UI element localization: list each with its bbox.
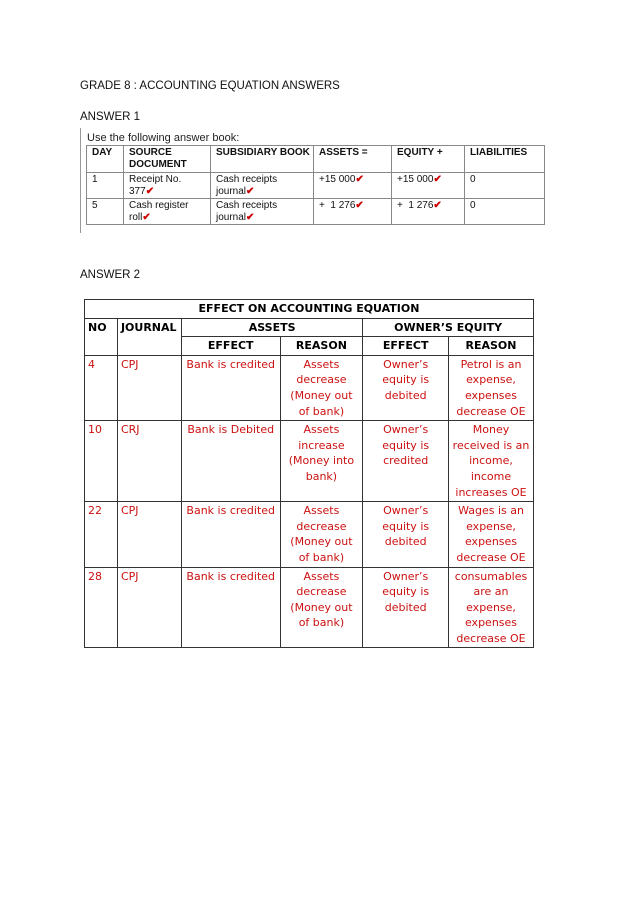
asset-reason-cell-line: Assets — [303, 423, 340, 437]
equity-effect-cell — [363, 502, 449, 567]
day-cell: 1 — [87, 173, 124, 199]
equity-value: +15 000 — [397, 174, 434, 185]
subsidiary-book-cell — [211, 173, 314, 199]
equity-effect-cell — [363, 421, 449, 502]
answer-1-block — [80, 128, 548, 233]
journal-cell: CRJ — [117, 421, 181, 502]
page-title: GRADE 8 : ACCOUNTING EQUATION ANSWERS — [80, 80, 340, 92]
equity-reason-cell-line: decrease OE — [456, 404, 526, 418]
asset-reason-cell-line: (Money out — [290, 600, 353, 614]
asset-reason-cell-line: decrease — [296, 519, 347, 533]
equity-effect-cell-line: Owner’s — [383, 569, 429, 583]
table-body — [85, 355, 534, 648]
equity-reason-cell-line: Wages is an — [458, 504, 524, 518]
header-day: DAY — [87, 146, 124, 173]
asset-reason-cell-line: (Money out — [290, 535, 353, 549]
equity-effect-cell-line: Owner’s — [383, 357, 429, 371]
asset-reason-cell-line: bank) — [305, 469, 338, 483]
equity-reason-cell-line: expenses — [464, 535, 518, 549]
check-mark-icon: ✔ — [433, 174, 442, 185]
assets-cell — [314, 173, 392, 199]
table-row — [87, 173, 545, 199]
check-mark-icon: ✔ — [355, 200, 364, 211]
no-cell: 28 — [85, 567, 118, 648]
asset-reason-cell-line: of bank) — [298, 616, 345, 630]
asset-effect-cell: Bank is Debited — [181, 421, 280, 502]
source-line: 377 — [129, 186, 146, 197]
asset-reason-cell-line: Assets — [303, 357, 340, 371]
no-cell: 4 — [85, 355, 118, 420]
no-cell: 10 — [85, 421, 118, 502]
equity-effect-cell-line: debited — [384, 535, 427, 549]
journal-cell: CPJ — [117, 502, 181, 567]
asset-reason-cell-line: increase — [298, 438, 345, 452]
accounting-equation-table — [84, 299, 534, 648]
check-mark-icon: ✔ — [246, 212, 255, 223]
table-title-row — [85, 300, 534, 319]
equity-effect-cell-line: debited — [384, 600, 427, 614]
asset-reason-cell-line: of bank) — [298, 404, 345, 418]
asset-effect-cell: Bank is credited — [181, 567, 280, 648]
source-line: roll — [129, 212, 143, 223]
equity-reason-cell — [449, 567, 534, 648]
assets-value: + 1 276 — [319, 200, 356, 211]
liabilities-cell: 0 — [465, 199, 545, 225]
day-cell: 5 — [87, 199, 124, 225]
margin-bar — [80, 128, 81, 233]
asset-reason-cell — [280, 355, 363, 420]
answer-book-intro: Use the following answer book: — [87, 132, 240, 144]
header-equity-group: OWNER’S EQUITY — [363, 318, 534, 337]
source-document-cell — [124, 199, 211, 225]
asset-reason-cell-line: (Money into — [288, 454, 355, 468]
table-row — [85, 355, 534, 420]
table-row — [85, 502, 534, 567]
check-mark-icon: ✔ — [355, 174, 364, 185]
equity-effect-cell-line: equity is — [382, 519, 430, 533]
equity-reason-cell-line: expense, — [466, 519, 516, 533]
asset-reason-cell-line: Assets — [303, 504, 340, 518]
asset-reason-cell — [280, 567, 363, 648]
check-mark-icon: ✔ — [246, 186, 255, 197]
check-mark-icon: ✔ — [142, 212, 151, 223]
answer-2-heading: ANSWER 2 — [80, 269, 141, 281]
asset-reason-cell — [280, 421, 363, 502]
equity-reason-cell-line: decrease OE — [456, 550, 526, 564]
answer-book-table — [86, 145, 545, 225]
source-line: Receipt No. — [129, 174, 182, 185]
header-no: NO — [85, 318, 118, 355]
check-mark-icon: ✔ — [145, 186, 155, 197]
asset-reason-cell-line: Assets — [303, 569, 340, 583]
equity-reason-cell-line: received is an — [452, 438, 530, 452]
header-equity-effect: EFFECT — [363, 337, 449, 356]
book-line: Cash receipts — [216, 174, 278, 185]
table-row — [85, 421, 534, 502]
header-source-document: SOURCE DOCUMENT — [124, 146, 211, 173]
equity-effect-cell-line: equity is — [382, 585, 430, 599]
table-header-row — [87, 146, 545, 173]
equity-cell — [392, 173, 465, 199]
asset-effect-cell: Bank is credited — [181, 355, 280, 420]
header-equity-reason: REASON — [449, 337, 534, 356]
equity-effect-cell — [363, 567, 449, 648]
no-cell: 22 — [85, 502, 118, 567]
equity-effect-cell — [363, 355, 449, 420]
equity-reason-cell-line: expense, — [466, 373, 516, 387]
asset-reason-cell-line: of bank) — [298, 550, 345, 564]
book-line: journal — [216, 186, 247, 197]
table-row — [87, 199, 545, 225]
journal-cell: CPJ — [117, 567, 181, 648]
header-equity: EQUITY + — [392, 146, 465, 173]
table-header-row — [85, 318, 534, 337]
equity-reason-cell-line: expenses — [464, 388, 518, 402]
header-journal: JOURNAL — [117, 318, 181, 355]
equity-reason-cell — [449, 502, 534, 567]
equity-reason-cell-line: expenses — [464, 616, 518, 630]
equity-reason-cell-line: income — [470, 469, 512, 483]
book-line: journal — [216, 212, 247, 223]
equity-effect-cell-line: equity is — [382, 373, 430, 387]
header-assets-group: ASSETS — [181, 318, 362, 337]
equity-reason-cell-line: expense, — [466, 600, 516, 614]
liabilities-cell: 0 — [465, 173, 545, 199]
equity-reason-cell-line: income, — [469, 454, 513, 468]
equity-effect-cell-line: Owner’s — [383, 504, 429, 518]
equity-reason-cell-line: increases OE — [455, 485, 527, 499]
equity-reason-cell — [449, 421, 534, 502]
equity-effect-cell-line: Owner’s — [383, 423, 429, 437]
equity-effect-cell-line: debited — [384, 388, 427, 402]
asset-reason-cell-line: (Money out — [290, 388, 353, 402]
equity-effect-cell-line: equity is — [382, 438, 430, 452]
header-assets: ASSETS = — [314, 146, 392, 173]
source-line: Cash register — [129, 200, 189, 211]
book-line: Cash receipts — [216, 200, 278, 211]
table-title: EFFECT ON ACCOUNTING EQUATION — [85, 300, 534, 319]
subsidiary-book-cell — [211, 199, 314, 225]
assets-value: +15 000 — [319, 174, 356, 185]
equity-reason-cell-line: are an — [473, 585, 509, 599]
source-document-cell — [124, 173, 211, 199]
equity-reason-cell-line: decrease OE — [456, 631, 526, 645]
equity-reason-cell-line: consumables — [454, 569, 528, 583]
equity-reason-cell — [449, 355, 534, 420]
assets-cell — [314, 199, 392, 225]
header-asset-effect: EFFECT — [181, 337, 280, 356]
journal-cell: CPJ — [117, 355, 181, 420]
check-mark-icon: ✔ — [433, 200, 442, 211]
equity-effect-cell-line: credited — [383, 454, 429, 468]
equity-reason-cell-line: Petrol is an — [460, 357, 522, 371]
asset-reason-cell — [280, 502, 363, 567]
equity-reason-cell-line: Money — [472, 423, 510, 437]
header-asset-reason: REASON — [280, 337, 363, 356]
asset-reason-cell-line: decrease — [296, 373, 347, 387]
equity-cell — [392, 199, 465, 225]
asset-reason-cell-line: decrease — [296, 585, 347, 599]
equity-value: + 1 276 — [397, 200, 434, 211]
answer-1-heading: ANSWER 1 — [80, 111, 141, 123]
header-subsidiary-book: SUBSIDIARY BOOK — [211, 146, 314, 173]
header-liabilities: LIABILITIES — [465, 146, 545, 173]
table-row — [85, 567, 534, 648]
asset-effect-cell: Bank is credited — [181, 502, 280, 567]
